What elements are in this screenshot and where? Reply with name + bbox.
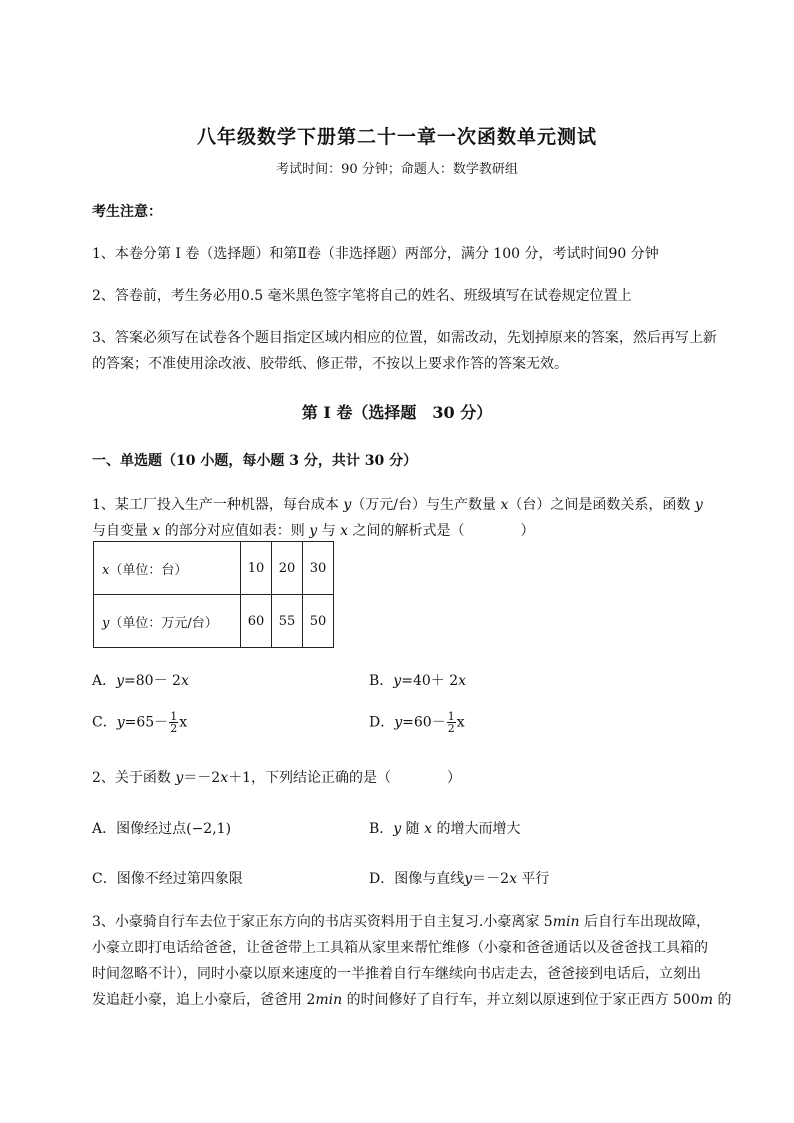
section-title: 第 I 卷（选择题 30 分）	[301, 403, 493, 422]
option-prefix: B．	[369, 821, 394, 837]
table-var: x	[102, 562, 110, 578]
q1-var: y	[309, 523, 318, 539]
q3-text: 的	[713, 992, 732, 1008]
table-cell: 50	[303, 595, 334, 648]
q3-unit: m	[699, 992, 714, 1008]
table-cell: 20	[272, 542, 303, 595]
q2-option-d[interactable]	[369, 868, 549, 888]
option-text: D．图像与直线	[369, 871, 465, 887]
q1-text: 与自变量	[92, 523, 153, 539]
q1-var: x	[340, 523, 348, 539]
option-text: =80－ 2	[124, 673, 181, 689]
option-prefix: A．	[92, 673, 117, 689]
part-heading: 一、单选题（10 小题，每小题 3 分，共计 30 分）	[92, 453, 418, 469]
q3-unit: min	[552, 914, 580, 930]
q3-unit: min	[315, 992, 343, 1008]
option-text: x	[179, 714, 188, 731]
table-row	[94, 542, 334, 595]
q1-line-1	[92, 494, 703, 514]
q3-line-4	[92, 989, 732, 1009]
option-var: y	[116, 714, 125, 731]
option-text: =60－	[402, 714, 446, 731]
option-text: 随	[401, 821, 425, 837]
q1-var: x	[152, 523, 161, 539]
option-var: x	[458, 673, 467, 689]
q3-line-1	[92, 911, 710, 931]
q2-var: y	[175, 770, 184, 786]
option-var: y	[464, 871, 473, 887]
fraction	[169, 711, 178, 734]
notice-item-3: 3、答案必须写在试卷各个题目指定区域内相应的位置，如需改动，先划掉原来的答案，然后再写上新	[92, 330, 717, 346]
q2-text: 2、关于函数	[92, 770, 176, 786]
table-row-label	[94, 542, 241, 595]
q2-var: x	[220, 770, 229, 786]
q2-option-b[interactable]	[369, 818, 520, 838]
option-prefix: B．	[369, 673, 394, 689]
table-var: y	[102, 615, 110, 631]
q2-option-a[interactable]: A．图像经过点(−2,1)	[92, 821, 232, 837]
table-label-text: （单位：万元/台）	[109, 615, 218, 631]
q1-line-2	[92, 520, 534, 540]
q1-text: 与	[317, 523, 341, 539]
option-text: =65－	[124, 714, 169, 731]
q3-line-3: 时间忽略不计），同时小豪以原来速度的一半推着自行车继续向书店走去，爸爸接到电话后，立刻出	[92, 966, 701, 982]
q2-text: ＋1，下列结论正确的是（ ）	[228, 770, 462, 786]
table-row	[94, 595, 334, 648]
table-cell: 55	[272, 595, 303, 648]
q1-option-d[interactable]	[369, 711, 465, 734]
fraction-numerator: 1	[170, 710, 178, 723]
q1-text: 的部分对应值如表：则	[160, 523, 310, 539]
fraction-numerator: 1	[447, 710, 455, 723]
option-var: y	[393, 821, 402, 837]
table-row-label	[94, 595, 241, 648]
option-prefix: C．	[92, 714, 117, 731]
q2-stem	[92, 767, 461, 787]
table-cell: 30	[303, 542, 334, 595]
q1-option-a[interactable]	[92, 670, 189, 690]
q1-value-table	[93, 541, 334, 648]
q1-option-c[interactable]	[92, 711, 187, 734]
notice-item-3-cont: 的答案；不准使用涂改液、胶带纸、修正带，不按以上要求作答的答案无效。	[92, 356, 568, 372]
q2-text: ＝－2	[183, 770, 221, 786]
q3-text: 3、小豪骑自行车去位于家正东方向的书店买资料用于自主复习.小豪离家 5	[92, 914, 553, 930]
q2-option-c[interactable]: C．图像不经过第四象限	[92, 871, 243, 887]
table-cell: 60	[241, 595, 272, 648]
fraction	[447, 711, 456, 734]
q3-text: 的时间修好了自行车，并立刻以原速到位于家正西方 500	[342, 992, 700, 1008]
q1-var: x	[500, 497, 509, 513]
option-text: ＝－2	[472, 871, 510, 887]
q3-line-2: 小豪立即打电话给爸爸，让爸爸带上工具箱从家里来帮忙维修（小豪和爸爸通话以及爸爸找工具箱的	[92, 940, 708, 956]
option-var: x	[180, 673, 189, 689]
option-var: x	[424, 821, 433, 837]
option-text: =40＋ 2	[401, 673, 459, 689]
option-text: x	[456, 714, 465, 731]
q1-text: 1、某工厂投入生产一种机器，每台成本	[92, 497, 344, 513]
option-var: y	[393, 673, 402, 689]
table-label-text: （单位：台）	[109, 562, 188, 578]
q3-text: 后自行车出现故障，	[579, 914, 710, 930]
option-text: 的增大而增大	[432, 821, 521, 837]
page-title: 八年级数学下册第二十一章一次函数单元测试	[196, 126, 597, 148]
q3-text: 发追赶小豪，追上小豪后，爸爸用 2	[92, 992, 316, 1008]
q1-text: （万元/台）与生产数量	[351, 497, 501, 513]
option-var: y	[394, 714, 403, 731]
option-var: x	[509, 871, 517, 887]
q1-option-b[interactable]	[369, 670, 466, 690]
notice-heading: 考生注意：	[92, 204, 162, 220]
table-cell: 10	[241, 542, 272, 595]
fraction-denominator: 2	[170, 722, 178, 735]
page-subtitle: 考试时间：90 分钟；命题人：数学教研组	[276, 162, 518, 177]
fraction-denominator: 2	[447, 722, 455, 735]
q1-var: y	[343, 497, 352, 513]
notice-item-1: 1、本卷分第 I 卷（选择题）和第Ⅱ卷（非选择题）两部分，满分 100 分，考试时间90 分钟	[92, 246, 659, 262]
option-var: y	[116, 673, 125, 689]
option-prefix: D．	[369, 714, 395, 731]
q1-var: y	[694, 497, 703, 513]
q1-text: 之间的解析式是（ ）	[348, 523, 535, 539]
notice-item-2: 2、答卷前，考生务必用0.5 毫米黑色签字笔将自己的姓名、班级填写在试卷规定位置上	[92, 288, 632, 304]
option-text: 平行	[516, 871, 550, 887]
q1-text: （台）之间是函数关系，函数	[508, 497, 695, 513]
